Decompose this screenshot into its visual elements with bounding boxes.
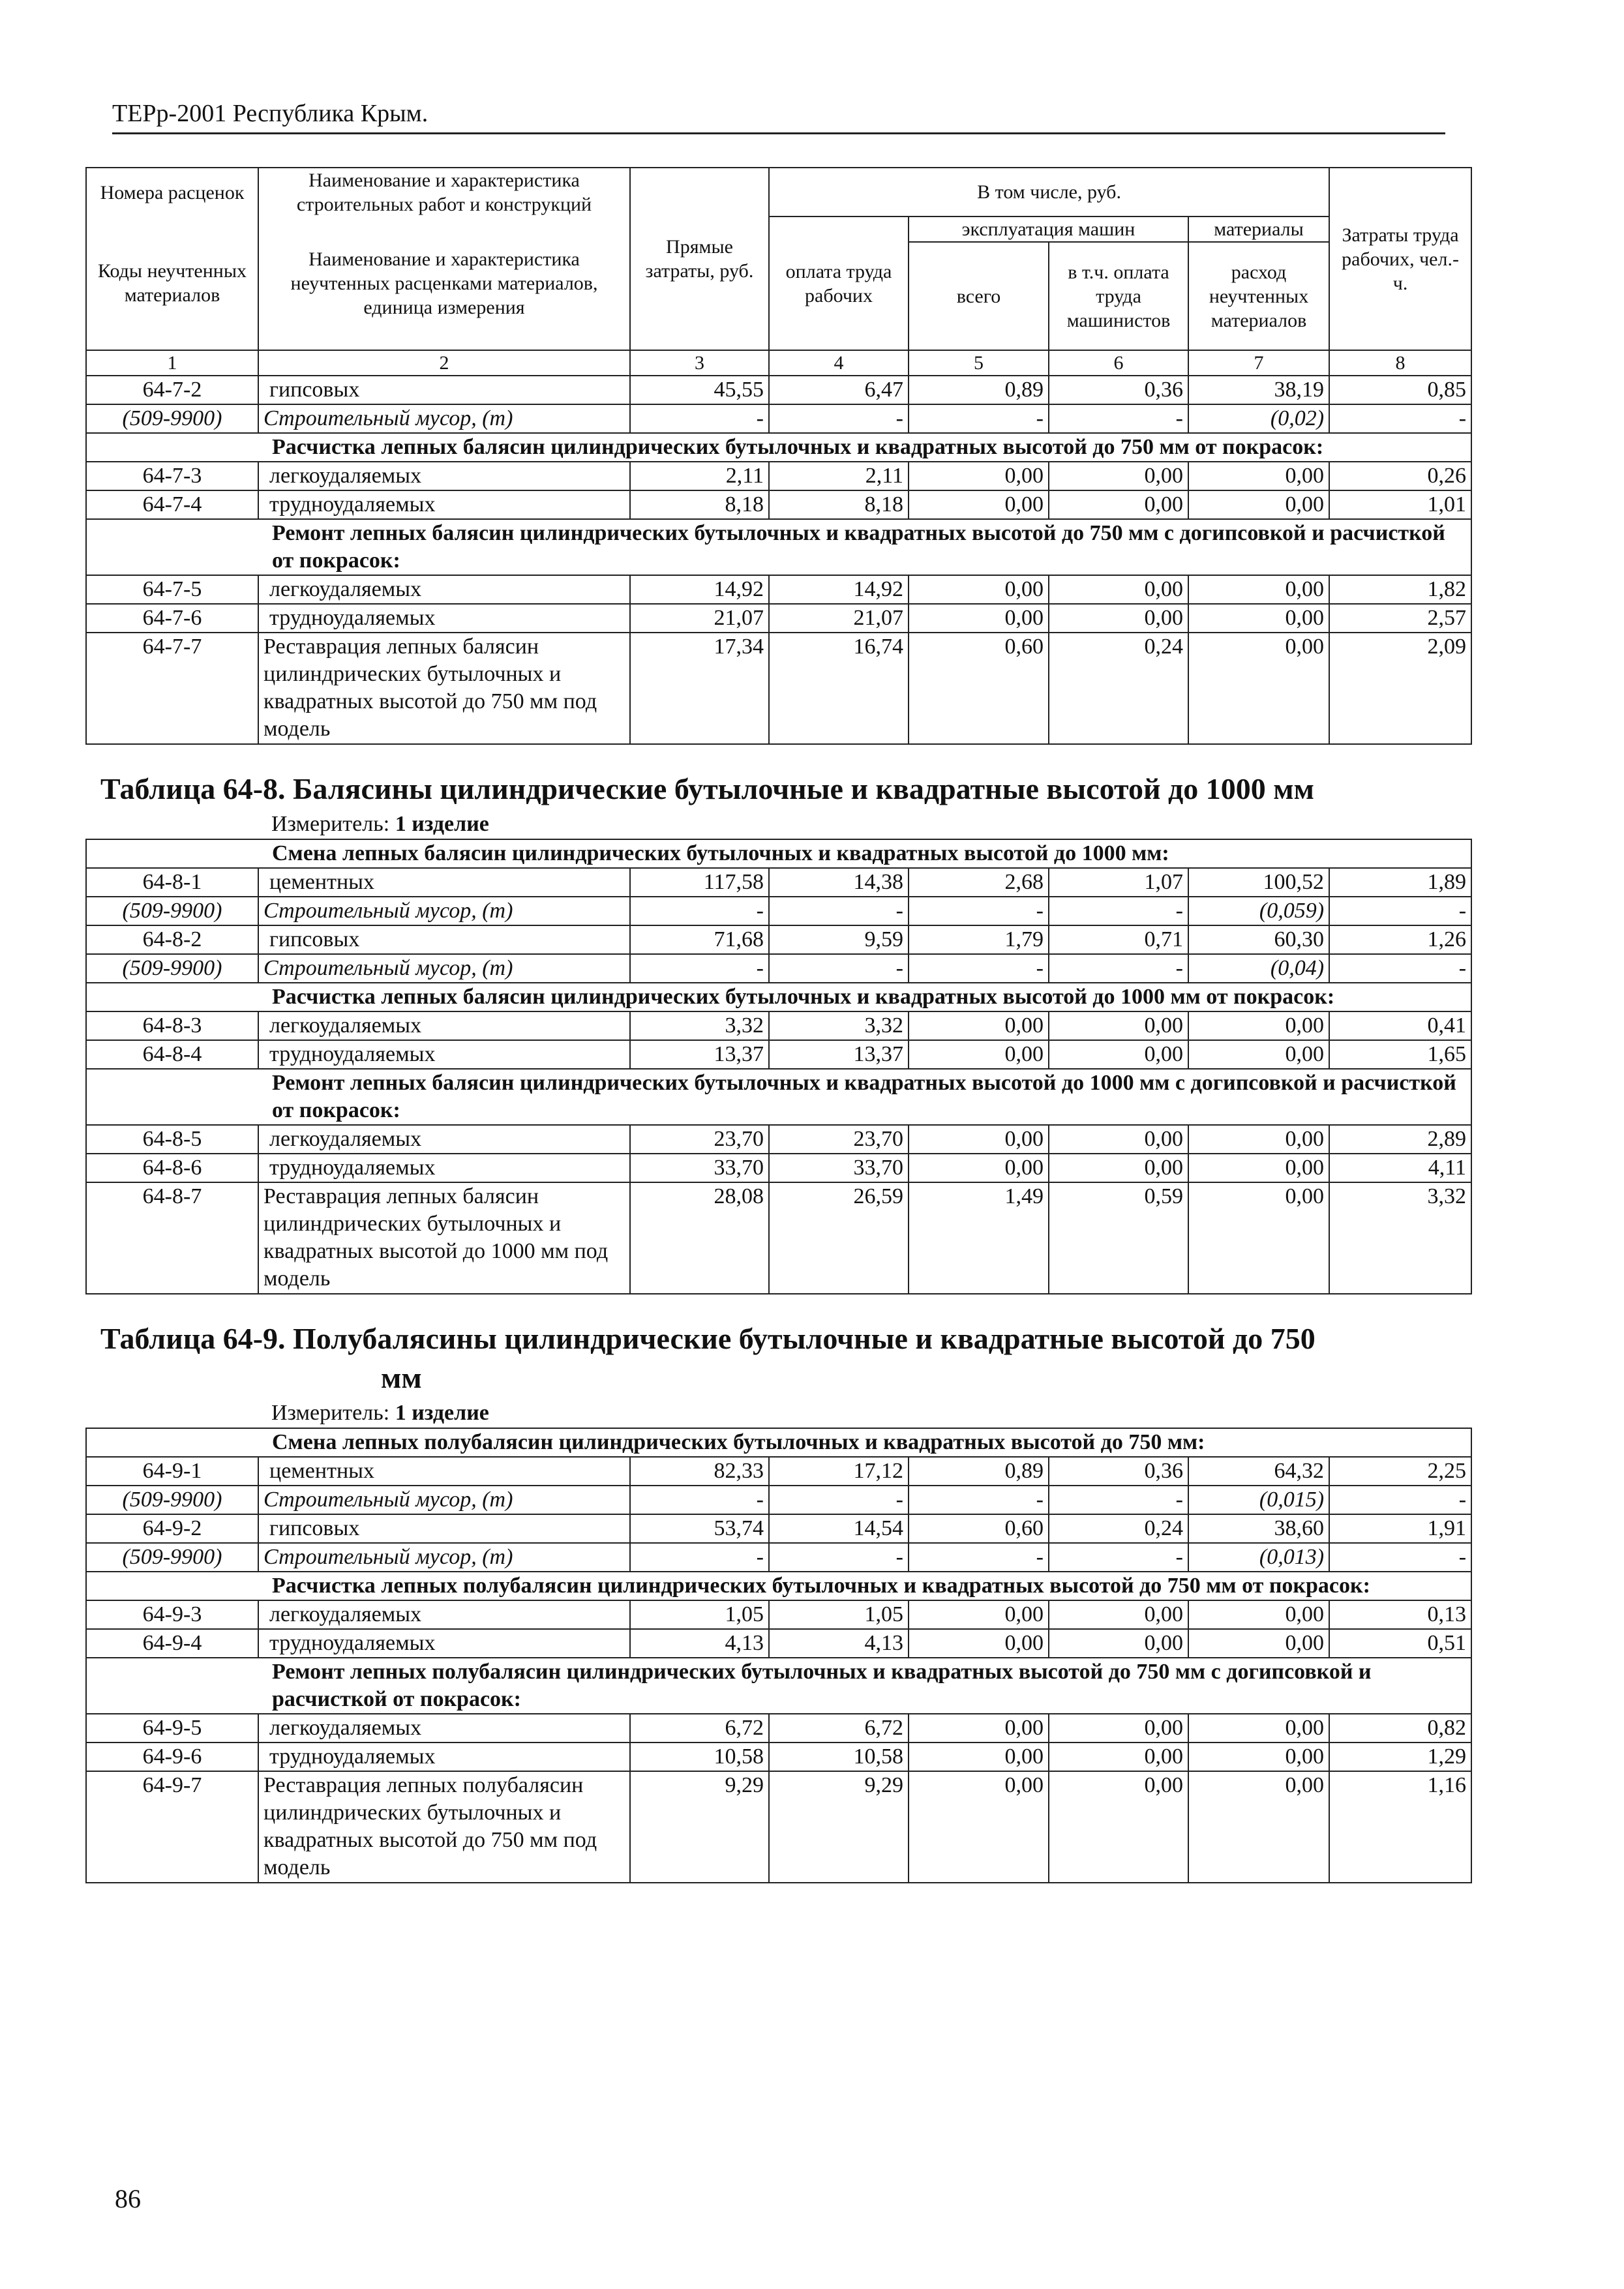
measure-value: 1 изделие [395, 1401, 489, 1425]
value-col-6: 0,00 [1049, 575, 1188, 604]
value-col-7: (0,015) [1188, 1486, 1329, 1514]
value-col-3: 17,34 [630, 633, 769, 744]
value-col-3: 82,33 [630, 1457, 769, 1486]
section-caption-row [86, 519, 1471, 575]
value-col-5: 0,00 [909, 1743, 1049, 1771]
rate-name: цементных [258, 868, 630, 897]
rates-table [85, 167, 1472, 1883]
value-col-7: (0,059) [1188, 897, 1329, 925]
value-col-6: 0,36 [1049, 376, 1188, 404]
section-caption-row [86, 839, 1471, 868]
material-code: (509-9900) [86, 1543, 258, 1572]
section-caption-row [86, 983, 1471, 1011]
rate-code: 64-8-7 [86, 1182, 258, 1294]
value-col-5: 0,00 [909, 1011, 1049, 1040]
value-col-8: - [1329, 1543, 1471, 1572]
material-code: (509-9900) [86, 954, 258, 983]
rates-table-frame [85, 167, 1471, 2005]
value-col-6: 0,00 [1049, 1743, 1188, 1771]
value-col-3: 33,70 [630, 1154, 769, 1182]
value-col-5: 0,00 [909, 1040, 1049, 1069]
rate-row [86, 604, 1471, 633]
value-col-7: 0,00 [1188, 633, 1329, 744]
material-code: (509-9900) [86, 404, 258, 433]
section-caption-row [86, 1572, 1471, 1600]
value-col-4: 33,70 [769, 1154, 909, 1182]
rate-code: 64-9-1 [86, 1457, 258, 1486]
value-col-7: 0,00 [1188, 1714, 1329, 1743]
value-col-6: 0,00 [1049, 1714, 1188, 1743]
value-col-7: 100,52 [1188, 868, 1329, 897]
section-caption: Смена лепных балясин цилиндрических бутылочных и квадратных высотой до 1000 мм: [86, 839, 1471, 868]
value-col-7: 0,00 [1188, 1125, 1329, 1154]
table-64-7-rows [86, 376, 1471, 744]
material-name: Строительный мусор, (т) [258, 1543, 630, 1572]
value-col-8: 3,32 [1329, 1182, 1471, 1294]
rate-code: 64-7-4 [86, 490, 258, 519]
value-col-6: 0,00 [1049, 1040, 1188, 1069]
rate-code: 64-9-7 [86, 1771, 258, 1883]
rate-code: 64-7-2 [86, 376, 258, 404]
value-col-6: 0,24 [1049, 1514, 1188, 1543]
col-head-oplata: оплата труда рабочих [769, 217, 909, 350]
col-num-6: 6 [1049, 350, 1188, 376]
rate-row [86, 376, 1471, 404]
value-col-7: (0,04) [1188, 954, 1329, 983]
rate-row [86, 1040, 1471, 1069]
table-64-9-title-line1: Таблица 64-9. Полубалясины цилиндрические бутылочные и квадратные высотой до 750 [100, 1322, 1316, 1355]
rate-row [86, 1457, 1471, 1486]
section-caption: Смена лепных полубалясин цилиндрических бутылочных и квадратных высотой до 750 мм: [86, 1428, 1471, 1457]
rate-row [86, 1514, 1471, 1543]
value-col-4: 17,12 [769, 1457, 909, 1486]
value-col-4: - [769, 954, 909, 983]
col-head-v-tom-chisle: В том числе, руб. [769, 168, 1329, 217]
value-col-3: 1,05 [630, 1600, 769, 1629]
value-col-8: 1,91 [1329, 1514, 1471, 1543]
section-caption: Ремонт лепных балясин цилиндрических бутылочных и квадратных высотой до 1000 мм с догипсовкой и расчисткой от покрасок: [86, 1069, 1471, 1125]
table-64-9-rows [86, 1428, 1471, 1883]
rate-name: гипсовых [258, 376, 630, 404]
value-col-8: 0,82 [1329, 1714, 1471, 1743]
page-number: 86 [115, 2184, 141, 2213]
value-col-5: 0,00 [909, 1125, 1049, 1154]
value-col-3: - [630, 1486, 769, 1514]
rate-row [86, 575, 1471, 604]
table-64-8-measure [86, 810, 1471, 839]
value-col-3: 71,68 [630, 925, 769, 954]
value-col-5: 0,60 [909, 633, 1049, 744]
rate-name: легкоудаляемых [258, 1011, 630, 1040]
table-64-8-heading [86, 744, 1471, 839]
value-col-6: 0,00 [1049, 1154, 1188, 1182]
rate-name: Реставрация лепных балясин цилиндрических бутылочных и квадратных высотой до 1000 мм под модель [258, 1182, 630, 1294]
rate-code: 64-8-3 [86, 1011, 258, 1040]
value-col-5: 2,68 [909, 868, 1049, 897]
rate-code: 64-9-4 [86, 1629, 258, 1658]
value-col-6: - [1049, 897, 1188, 925]
value-col-4: 4,13 [769, 1629, 909, 1658]
col-head-nomera: Номера расценок [86, 168, 258, 217]
value-col-5: 0,00 [909, 1714, 1049, 1743]
rate-name: трудноудаляемых [258, 1154, 630, 1182]
value-col-4: 9,59 [769, 925, 909, 954]
col-head-ekspl: эксплуатация машин [909, 217, 1188, 242]
value-col-4: 6,72 [769, 1714, 909, 1743]
rate-row [86, 868, 1471, 897]
rate-code: 64-8-4 [86, 1040, 258, 1069]
value-col-5: 0,89 [909, 1457, 1049, 1486]
rate-name: гипсовых [258, 925, 630, 954]
col-num-7: 7 [1188, 350, 1329, 376]
col-head-vtch: в т.ч. оплата труда машинистов [1049, 242, 1188, 350]
section-caption: Расчистка лепных балясин цилиндрических бутылочных и квадратных высотой до 1000 мм от покрасок: [86, 983, 1471, 1011]
col-num-2: 2 [258, 350, 630, 376]
value-col-8: 0,13 [1329, 1600, 1471, 1629]
section-caption: Ремонт лепных балясин цилиндрических бутылочных и квадратных высотой до 750 мм с догипсовкой и расчисткой от покрасок: [86, 519, 1471, 575]
material-name: Строительный мусор, (т) [258, 404, 630, 433]
value-col-7: (0,02) [1188, 404, 1329, 433]
value-col-5: 0,00 [909, 604, 1049, 633]
value-col-8: 1,26 [1329, 925, 1471, 954]
table-64-9-title [86, 1294, 1471, 1399]
value-col-6: 0,00 [1049, 1629, 1188, 1658]
section-caption: Расчистка лепных балясин цилиндрических бутылочных и квадратных высотой до 750 мм от покрасок: [86, 433, 1471, 462]
value-col-4: 21,07 [769, 604, 909, 633]
value-col-8: 1,65 [1329, 1040, 1471, 1069]
value-col-6: 0,59 [1049, 1182, 1188, 1294]
section-caption-row [86, 433, 1471, 462]
value-col-3: 8,18 [630, 490, 769, 519]
value-col-7: 0,00 [1188, 1743, 1329, 1771]
col-head-zatraty: Затраты труда рабочих, чел.-ч. [1329, 168, 1471, 350]
measure-label: Измеритель: [271, 1401, 390, 1425]
value-col-8: 2,25 [1329, 1457, 1471, 1486]
value-col-3: 53,74 [630, 1514, 769, 1543]
value-col-8: - [1329, 954, 1471, 983]
value-col-5: 0,00 [909, 1771, 1049, 1883]
value-col-3: 117,58 [630, 868, 769, 897]
value-col-3: 14,92 [630, 575, 769, 604]
rate-row [86, 490, 1471, 519]
value-col-4: 14,38 [769, 868, 909, 897]
value-col-5: - [909, 404, 1049, 433]
value-col-3: - [630, 404, 769, 433]
rate-name: трудноудаляемых [258, 1743, 630, 1771]
value-col-7: 0,00 [1188, 1040, 1329, 1069]
value-col-3: - [630, 1543, 769, 1572]
table-64-8-title: Таблица 64-8. Балясины цилиндрические бутылочные и квадратные высотой до 1000 мм [100, 772, 1314, 805]
header-rule [112, 132, 1445, 134]
rate-row [86, 1629, 1471, 1658]
value-col-5: - [909, 897, 1049, 925]
col-head-naim2: Наименование и характеристика неучтенных расценками материалов, единица измерения [258, 217, 630, 350]
value-col-7: 0,00 [1188, 462, 1329, 490]
rate-row [86, 1771, 1471, 1883]
rate-code: 64-8-2 [86, 925, 258, 954]
value-col-3: 4,13 [630, 1629, 769, 1658]
rate-row [86, 925, 1471, 954]
material-row [86, 954, 1471, 983]
table-64-8-rows [86, 839, 1471, 1294]
value-col-4: 14,92 [769, 575, 909, 604]
material-name: Строительный мусор, (т) [258, 897, 630, 925]
value-col-8: 2,09 [1329, 633, 1471, 744]
rate-row [86, 1154, 1471, 1182]
value-col-7: 38,19 [1188, 376, 1329, 404]
value-col-6: 0,00 [1049, 1125, 1188, 1154]
value-col-8: 1,29 [1329, 1743, 1471, 1771]
rate-row [86, 1182, 1471, 1294]
value-col-5: 0,00 [909, 1154, 1049, 1182]
section-caption-row [86, 1658, 1471, 1714]
col-head-vsego: всего [909, 242, 1049, 350]
material-code: (509-9900) [86, 1486, 258, 1514]
value-col-4: 3,32 [769, 1011, 909, 1040]
rate-row [86, 1714, 1471, 1743]
value-col-8: 1,82 [1329, 575, 1471, 604]
rate-code: 64-7-6 [86, 604, 258, 633]
value-col-6: - [1049, 404, 1188, 433]
value-col-4: 14,54 [769, 1514, 909, 1543]
value-col-3: 6,72 [630, 1714, 769, 1743]
value-col-7: 0,00 [1188, 1154, 1329, 1182]
value-col-4: 23,70 [769, 1125, 909, 1154]
rate-name: трудноудаляемых [258, 490, 630, 519]
value-col-7: 38,60 [1188, 1514, 1329, 1543]
value-col-5: 1,49 [909, 1182, 1049, 1294]
value-col-6: 0,00 [1049, 462, 1188, 490]
rate-code: 64-8-5 [86, 1125, 258, 1154]
table-64-9-title-line2: мм [381, 1361, 422, 1394]
material-row [86, 897, 1471, 925]
value-col-6: 0,00 [1049, 490, 1188, 519]
measure-value: 1 изделие [395, 812, 489, 836]
value-col-5: 0,60 [909, 1514, 1049, 1543]
col-num-8: 8 [1329, 350, 1471, 376]
value-col-4: 26,59 [769, 1182, 909, 1294]
page-header: ТЕРр-2001 Республика Крым. [112, 100, 429, 127]
rate-row [86, 462, 1471, 490]
value-col-6: 0,00 [1049, 1771, 1188, 1883]
rate-code: 64-9-3 [86, 1600, 258, 1629]
col-num-3: 3 [630, 350, 769, 376]
rate-name: легкоудаляемых [258, 1600, 630, 1629]
value-col-3: 3,32 [630, 1011, 769, 1040]
section-caption-row [86, 1428, 1471, 1457]
value-col-4: 8,18 [769, 490, 909, 519]
rate-row [86, 633, 1471, 744]
col-head-naim1: Наименование и характеристика строительных работ и конструкций [258, 168, 630, 217]
table-header [86, 168, 1471, 376]
col-num-5: 5 [909, 350, 1049, 376]
rate-code: 64-7-5 [86, 575, 258, 604]
value-col-8: 0,41 [1329, 1011, 1471, 1040]
rate-code: 64-8-1 [86, 868, 258, 897]
rate-name: трудноудаляемых [258, 1040, 630, 1069]
rate-name: трудноудаляемых [258, 1629, 630, 1658]
value-col-8: 0,85 [1329, 376, 1471, 404]
value-col-5: - [909, 954, 1049, 983]
value-col-7: 0,00 [1188, 604, 1329, 633]
value-col-7: 0,00 [1188, 490, 1329, 519]
value-col-4: - [769, 404, 909, 433]
value-col-8: 0,51 [1329, 1629, 1471, 1658]
section-caption: Ремонт лепных полубалясин цилиндрических бутылочных и квадратных высотой до 750 мм с догипсовкой и расчисткой от покрасок: [86, 1658, 1471, 1714]
value-col-4: 2,11 [769, 462, 909, 490]
value-col-4: 10,58 [769, 1743, 909, 1771]
value-col-6: 0,36 [1049, 1457, 1188, 1486]
rate-name: легкоудаляемых [258, 575, 630, 604]
value-col-8: - [1329, 404, 1471, 433]
value-col-8: 4,11 [1329, 1154, 1471, 1182]
value-col-8: - [1329, 897, 1471, 925]
value-col-7: 0,00 [1188, 1011, 1329, 1040]
value-col-4: - [769, 1543, 909, 1572]
material-name: Строительный мусор, (т) [258, 954, 630, 983]
table-64-9-heading [86, 1294, 1471, 1428]
value-col-5: 0,00 [909, 1629, 1049, 1658]
rate-row [86, 1011, 1471, 1040]
value-col-8: 2,57 [1329, 604, 1471, 633]
col-head-kody: Коды неучтенных материалов [86, 217, 258, 350]
value-col-5: 0,00 [909, 575, 1049, 604]
rate-code: 64-9-6 [86, 1743, 258, 1771]
col-head-materialy: материалы [1188, 217, 1329, 242]
value-col-3: 2,11 [630, 462, 769, 490]
material-name: Строительный мусор, (т) [258, 1486, 630, 1514]
rate-name: Реставрация лепных балясин цилиндрических бутылочных и квадратных высотой до 750 мм под модель [258, 633, 630, 744]
value-col-3: - [630, 897, 769, 925]
value-col-3: 13,37 [630, 1040, 769, 1069]
value-col-5: 0,00 [909, 462, 1049, 490]
value-col-6: 0,00 [1049, 1011, 1188, 1040]
value-col-7: 64,32 [1188, 1457, 1329, 1486]
value-col-4: 13,37 [769, 1040, 909, 1069]
rate-row [86, 1125, 1471, 1154]
material-row [86, 1486, 1471, 1514]
value-col-3: 9,29 [630, 1771, 769, 1883]
rate-code: 64-9-5 [86, 1714, 258, 1743]
material-code: (509-9900) [86, 897, 258, 925]
rate-name: легкоудаляемых [258, 1125, 630, 1154]
value-col-6: 0,24 [1049, 633, 1188, 744]
table-64-9-measure [86, 1399, 1471, 1428]
measure-label: Измеритель: [271, 812, 390, 836]
value-col-4: - [769, 897, 909, 925]
rate-code: 64-7-7 [86, 633, 258, 744]
material-row [86, 1543, 1471, 1572]
value-col-6: 0,00 [1049, 1600, 1188, 1629]
value-col-7: 0,00 [1188, 1182, 1329, 1294]
value-col-4: - [769, 1486, 909, 1514]
rate-name: цементных [258, 1457, 630, 1486]
rate-name: Реставрация лепных полубалясин цилиндрических бутылочных и квадратных высотой до 750 мм под модель [258, 1771, 630, 1883]
value-col-6: 1,07 [1049, 868, 1188, 897]
rate-row [86, 1600, 1471, 1629]
value-col-5: - [909, 1543, 1049, 1572]
rate-row [86, 1743, 1471, 1771]
rate-name: легкоудаляемых [258, 462, 630, 490]
value-col-5: 0,00 [909, 1600, 1049, 1629]
value-col-3: 45,55 [630, 376, 769, 404]
rate-code: 64-8-6 [86, 1154, 258, 1182]
rate-code: 64-9-2 [86, 1514, 258, 1543]
value-col-7: 0,00 [1188, 1600, 1329, 1629]
value-col-5: 1,79 [909, 925, 1049, 954]
value-col-3: 23,70 [630, 1125, 769, 1154]
value-col-8: - [1329, 1486, 1471, 1514]
value-col-6: - [1049, 1543, 1188, 1572]
value-col-3: 28,08 [630, 1182, 769, 1294]
value-col-7: 60,30 [1188, 925, 1329, 954]
section-caption: Расчистка лепных полубалясин цилиндрических бутылочных и квадратных высотой до 750 мм от покрасок: [86, 1572, 1471, 1600]
value-col-6: - [1049, 1486, 1188, 1514]
value-col-8: 1,16 [1329, 1771, 1471, 1883]
value-col-4: 9,29 [769, 1771, 909, 1883]
value-col-8: 2,89 [1329, 1125, 1471, 1154]
value-col-4: 6,47 [769, 376, 909, 404]
col-head-pryamye: Прямые затраты, руб. [630, 168, 769, 350]
value-col-6: 0,71 [1049, 925, 1188, 954]
value-col-3: 21,07 [630, 604, 769, 633]
value-col-3: 10,58 [630, 1743, 769, 1771]
col-head-raskhod: расход неучтенных материалов [1188, 242, 1329, 350]
col-num-1: 1 [86, 350, 258, 376]
section-caption-row [86, 1069, 1471, 1125]
material-row [86, 404, 1471, 433]
value-col-4: 1,05 [769, 1600, 909, 1629]
rate-name: трудноудаляемых [258, 604, 630, 633]
value-col-6: 0,00 [1049, 604, 1188, 633]
value-col-8: 1,01 [1329, 490, 1471, 519]
value-col-6: - [1049, 954, 1188, 983]
value-col-3: - [630, 954, 769, 983]
rate-code: 64-7-3 [86, 462, 258, 490]
value-col-7: 0,00 [1188, 575, 1329, 604]
value-col-5: 0,89 [909, 376, 1049, 404]
rate-name: гипсовых [258, 1514, 630, 1543]
rate-name: легкоудаляемых [258, 1714, 630, 1743]
value-col-7: (0,013) [1188, 1543, 1329, 1572]
value-col-7: 0,00 [1188, 1771, 1329, 1883]
value-col-5: - [909, 1486, 1049, 1514]
value-col-8: 0,26 [1329, 462, 1471, 490]
value-col-8: 1,89 [1329, 868, 1471, 897]
value-col-5: 0,00 [909, 490, 1049, 519]
col-num-4: 4 [769, 350, 909, 376]
value-col-4: 16,74 [769, 633, 909, 744]
value-col-7: 0,00 [1188, 1629, 1329, 1658]
